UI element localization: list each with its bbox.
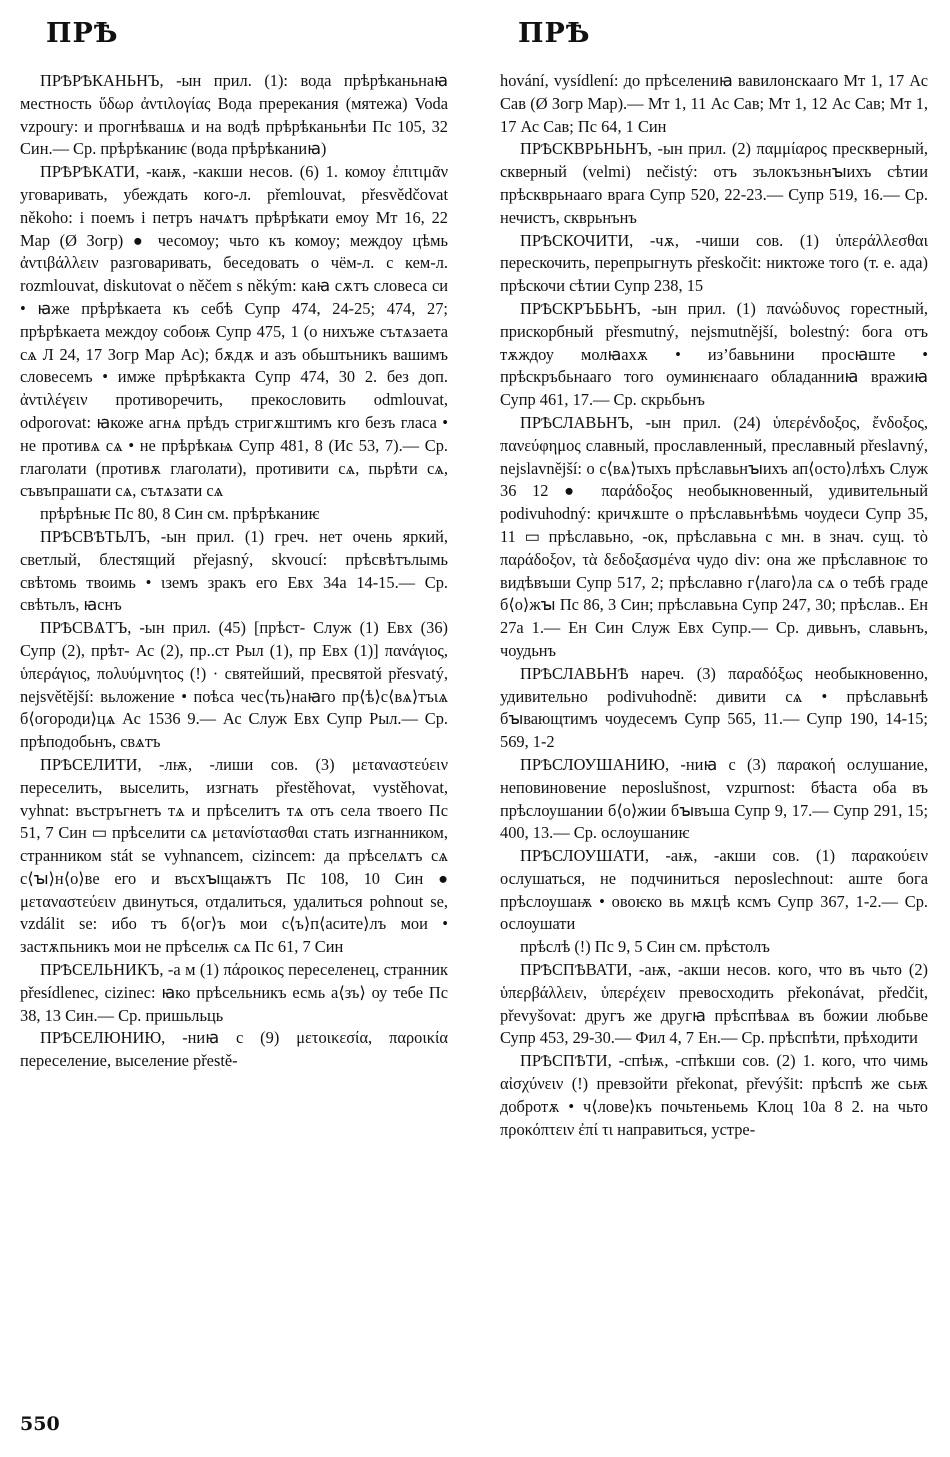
- dictionary-entry: ПРѢСПѢВАТИ, -аѭ, -акши несов. кого, что въ чьто (2) ὑπερβάλλειν, ὑπερέχειν превосходить překonávat, předčit, převyšovat: другъ же другꙗ прѣспѣваѧ въ божии любьве Супр 453, 29-30.— Фил 4, 7 Ен.— Ср. прѣспѣти, прѣходити: [500, 960, 928, 1048]
- dictionary-entry: ПРѢСЕЛИТИ, -лѭ, -лиши сов. (3) μεταναστεύειν переселить, выселить, изгнать přestěhovat, vystěhovat, vyhnat: въстръгнетъ тѧ и прѣселитъ тѧ отъ села твоего Пс 51, 7 Син ▭ прѣселити сѧ μετανίστασθαι стать изгнанником, странником stát se vyhnancem, cizincem: да прѣселѧтъ сѧ с⟨ꙑ⟩н⟨о⟩ве его и въсхꙑщаѭтъ Пс 108, 10 Син ● μεταναστεύειν двинуться, отдалиться, удалиться pohnout se, vzdálit se: ибо тъ б⟨ог⟩ъ мои с⟨ъ⟩п⟨асите⟩лъ мои • застѫпьникъ мои не прѣселѭ сѧ Пс 61, 7 Син: [20, 754, 448, 957]
- dictionary-entry: ПРѢСКВРЬНЬНЪ, -ын прил. (2) παμμίαρος прескверный, скверный (velmi) nečistý: отъ зълокъзньнꙑихъ сѣтии прѣскврьнааго врага Супр 520, 22-23.— Супр 519, 16.— Ср. нечистъ, скврьнънъ: [500, 139, 928, 227]
- dictionary-entry: ПРѢСЛАВЬНѢ нареч. (3) παραδόξως необыкновенно, удивительно podivuhodně: дивити сѧ • прѣславьнѣ бꙑвающтимъ чоудесемъ Супр 565, 11.— Супр 190, 14-15; 569, 1-2: [500, 663, 928, 752]
- dictionary-entry: ПРѢСЛОУШАТИ, -аѭ, -акши сов. (1) παρακούειν ослушаться, не подчиниться neposlechnout: аште бога прѣслоушаѭ • овоѥко вь мѫцѣ ксмъ Супр 367, 1-2.— Ср. ослоушати: [500, 846, 928, 934]
- dictionary-entry: ПРѢСВѢТЬЛЪ, -ын прил. (1) греч. нет очень яркий, светлый, блестящий přejasný, skvoucí: прѣсвѣтълымь свѣтомь твоимь • ιземъ зракъ его Евх 34а 14-15.— Ср. свѣтьлъ, ꙗснъ: [20, 526, 448, 615]
- dictionary-entry: hování, vysídlení: до прѣселениꙗ вавилонскааго Мт 1, 17 Ас Сав (Ø Зогр Мар).— Мт 1, 11 Ас Сав; Мт 1, 12 Ас Сав; Мт 1, 17 Ас Сав; Пс 64, 1 Син: [500, 71, 928, 136]
- dictionary-entry: ПРѢРѢКАТИ, -каѭ, -какши несов. (6) 1. комоу ἐπιτιμᾶν уговаривать, убеждать кого-л. přemlouvat, přesvědčovat někoho: і поемъ і петръ начѧтъ прѣрѣкати емоу Мт 16, 22 Мар (Ø Зогр) ● чесомоу; чьто къ комоу; междоу цѣмь ἀντιβάλλειν разговаривать, беседовать о чём-л. с кем-л. rozmlouvat, diskutovat o něčem s někým: каꙗ сѫтъ словеса си • ꙗже прѣрѣкаета къ себѣ Супр 474, 24-25; 474, 27; прѣрѣкаета междоу собоѭ Супр 475, 1 (о нихъже сътѧзаета сѧ Л 24, 17 Зогр Мар Ас); бѫдѫ и азъ обьштьникъ вашимъ словесемъ • имже прѣрѣкакта Супр 474, 30 2. без доп. ἀντιλέγειν противоречить, прекословить odmlouvat, odporovat: ꙗкоже агнѧ прѣдъ стригѫштимъ кго безъ гласа • не противѧ сѧ • не прѣрѣкаѩ Супр 481, 8 (Ис 53, 7).— Ср. глаголати (противѫ глаголати), противити сѧ, пьрѣти сѧ, съвъпрашати сѧ, сътѧзати сѧ: [20, 162, 448, 501]
- dictionary-entry: ПРѢСЕЛЮНИЮ, -ниꙗ с (9) μετοικεσία, παροικία переселение, выселение přestě-: [20, 1028, 448, 1071]
- dictionary-entry: ПРѢСКРЪБЬНЪ, -ын прил. (1) πανώδυνος горестный, прискорбный přesmutný, nejsmutnější, bolestný: бога отъ тѫждоу молꙗахѫ • из’бавьнини просꙗште • прѣскръбьнааго того оуминѥнааго обладанниꙗ вражиꙗ Супр 461, 17.— Ср. скрьбьнъ: [500, 298, 928, 410]
- dictionary-entry: ПРѢРѢКАНЬНЪ, -ын прил. (1): вода прѣрѣканьнаꙗ местность ὕδωρ ἀντιλογίας Вода пререкания (мятежа) Voda vzpoury: и прогнѣвашѧ и на водѣ прѣрѣканьнѣи Пс 105, 32 Син.— Ср. прѣрѣканиѥ (вода прѣрѣканиꙗ): [20, 71, 448, 159]
- running-head-left: ПРѢ: [46, 18, 119, 49]
- dictionary-entry: ПРѢСКОЧИТИ, -чѫ, -чиши сов. (1) ὑπεράλλεσθαι перескочить, перепрыгнуть přeskočit: никтоже того (т. е. ада) прѣскочи сѣтии Супр 238, 15: [500, 230, 928, 296]
- dictionary-entry: ПРѢСЛОУШАНИЮ, -ниꙗ с (3) παρακοή ослушание, неповиновение neposlušnost, vzpurnost: бѣаста оба въ прѣслоушании б⟨о⟩жии бꙑвъша Супр 9, 17.— Супр 291, 15; 400, 13.— Ср. ослоушаниѥ: [500, 754, 928, 843]
- dictionary-entry: ПРѢСВѦТЪ, -ын прил. (45) [прѣст- Служ (1) Евх (36) Супр (2), прѣт- Ас (2), пр..ст Рыл (1), пр Евх (1)] πανάγιος, ὑπεράγιος, πολυύμνητος (!) · святейший, пресвятой přesvatý, nejsvětější: вьложение • поѣса чес⟨ть⟩наꙗго пр⟨ѣ⟩с⟨вѧ⟩тъιѧ б⟨огороди⟩цѧ Ас 1536 9.— Ас Служ Евх Супр Рыл.— Ср. прѣподобьнъ, свѧтъ: [20, 618, 448, 752]
- dictionary-entry: ПРѢСПѢТИ, -спѣѭ, -спѣкши сов. (2) 1. кого, что чимь αἰσχύνειν (!) превзойти překonat, převýšit: прѣспѣ же сьѭ добротѫ • ч⟨лове⟩къ почьтеньемь Клоц 10а 8 2. на чьто προκόπτειν ἐπί τι направиться, устре-: [500, 1051, 928, 1139]
- dictionary-entry: ПРѢСЛАВЬНЪ, -ын прил. (24) ὑπερένδοξος, ἔνδοξος, πανεύφημος славный, прославленный, преславный přeslavný, nejslavnější: о с⟨вѧ⟩тыхъ прѣславьнꙑихъ ап⟨осто⟩лѣхъ Служ 36 12 ● παράδοξος необыкновенный, удивительный podivuhodný: кричѫште о прѣславьнѣѣмь чоудеси Супр 35, 11 ▭ прѣславьно, -ок, прѣславьна с мн. в знач. сущ. τὸ παράδοξον, τὰ δεδοξασμένα чудо div: она же прѣславноѥ то видѣвъши Супр 517, 2; прѣславно г⟨лаго⟩ла сѧ о тебѣ граде б⟨о⟩жꙑ Пс 86, 3 Син; прѣславьна Супр 247, 30; прѣслав.. Ен 27а 1.— Ен Син Служ Евх Супр.— Ср. дивьнъ, славьнъ, чоудьнъ: [500, 412, 928, 660]
- running-head-right: ПРѢ: [518, 18, 591, 49]
- dictionary-entry: прѣрѣньѥ Пс 80, 8 Син см. прѣрѣканиѥ: [40, 504, 320, 524]
- right-column: [500, 70, 928, 1141]
- page-number: 550: [20, 1413, 60, 1435]
- dictionary-entry: прѣслѣ (!) Пс 9, 5 Син см. прѣстолъ: [520, 937, 770, 957]
- left-column: [20, 70, 448, 1073]
- dictionary-entry: ПРѢСЕЛЬНИКЪ, -а м (1) πάροικος переселенец, странник přesídlenec, cizinec: ꙗко прѣсельникъ есмь а⟨зъ⟩ оу тебе Пс 38, 13 Син.— Ср. пришьльць: [20, 960, 448, 1025]
